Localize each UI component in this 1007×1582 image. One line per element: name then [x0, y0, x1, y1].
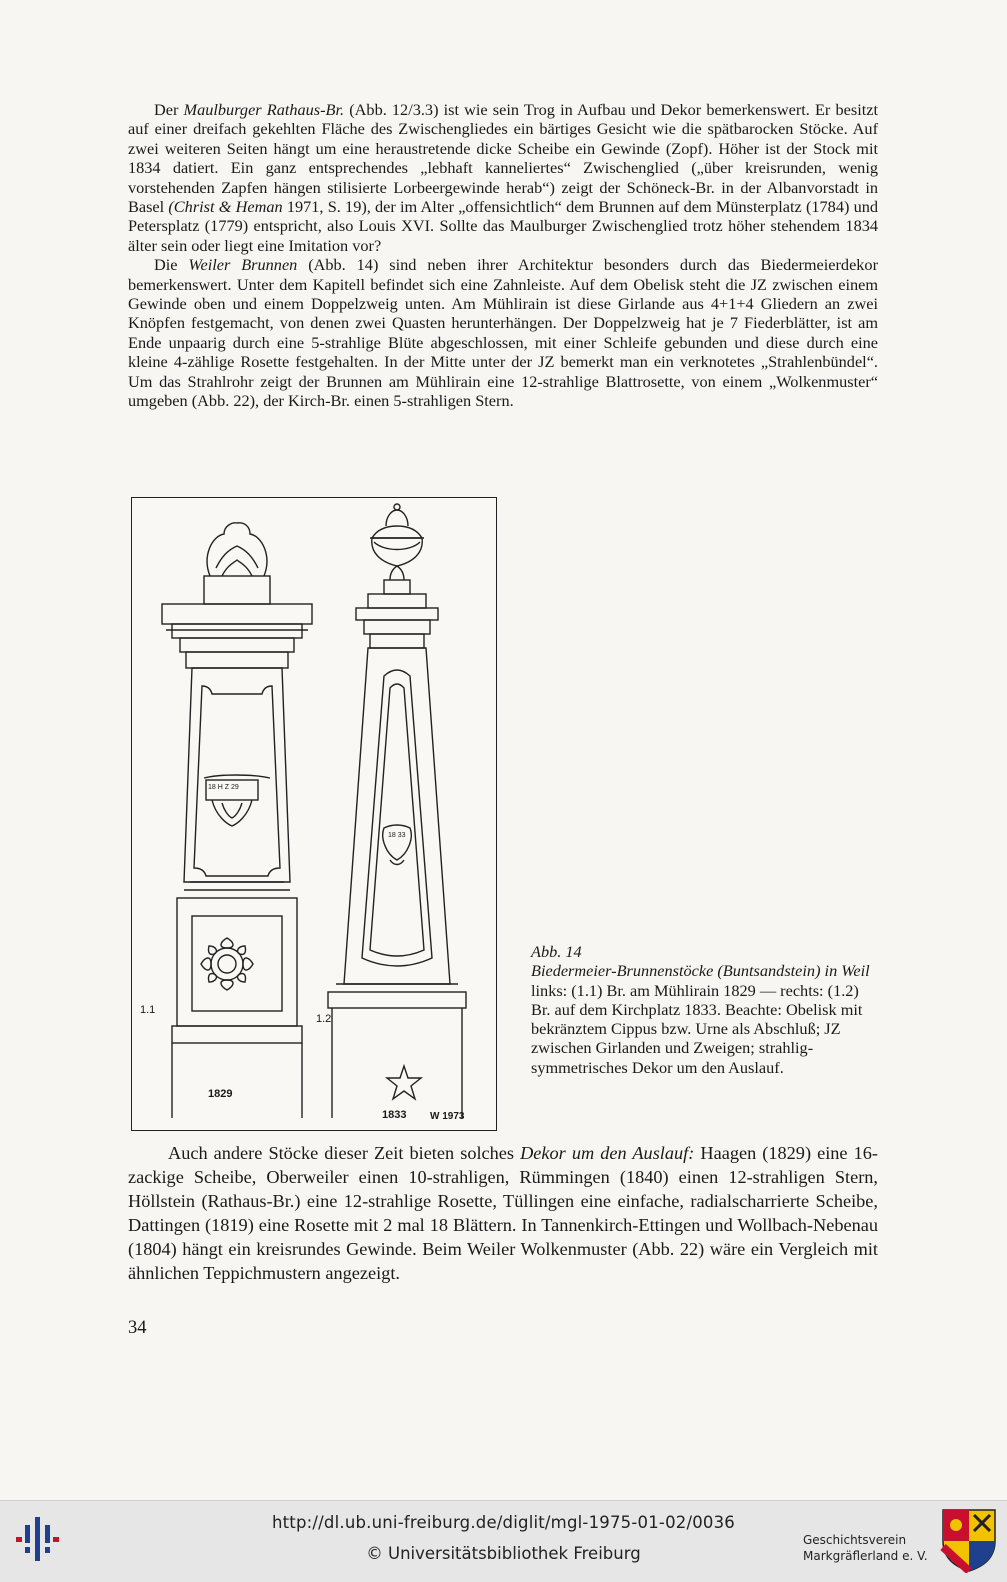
- figure-caption: [531, 942, 881, 1077]
- figure-year-right: 1833: [382, 1109, 407, 1121]
- italic-text: (Christ & Heman: [168, 197, 283, 217]
- paragraph: Der Maulburger Rathaus-Br. (Abb. 12/3.3) ist wie sein Trog in Aufbau und Dekor bemerkenswert. Er besitzt auf einer dreifach gekehlten Fläche des Zwischengliedes ein bärtiges Gesicht wie die spätbarocken Stöcke. Auf zwei weiteren Seiten hängt um eine heraustretende dicke Scheibe ein Gewinde (Zopf). Höher ist der Stock mit 1834 datiert. Ein ganz entsprechendes „lebhaft kanneliertes“ Zwischenglied („über kreisrunden, wenig vorstehenden Zapfen hängen stilisierte Lorbeergewinde herab“) zeigt der Schöneck-Br. in der Albanvorstadt in Basel (Christ & Heman 1971, S. 19), der im Alter „offensichtlich“ dem Brunnen auf dem Münsterplatz (1784) und Petersplatz (1779) entspricht, also Louis XVI. Sollte das Maulburger Zwischenglied trotz höher stehendem 1834 älter sein oder liegt eine Imitation vor?: [128, 100, 879, 255]
- footer-url[interactable]: http://dl.ub.uni-freiburg.de/diglit/mgl-1975-01-02/0036: [271, 1513, 736, 1532]
- fountain-drawing: [132, 498, 496, 1130]
- coat-of-arms-icon: [940, 1507, 998, 1573]
- paragraph: Auch andere Stöcke dieser Zeit bieten solches Dekor um den Auslauf: Haagen (1829) eine 16-zackige Scheibe, Oberweiler einen 10-strahligen, Rümmingen (1840) einen 12-strahligen Stern, Höllstein (Rathaus-Br.) eine 12-strahlige Rosette, Tüllingen eine einfache, radialscharrierte Scheibe, Dattingen (1819) eine Rosette mit 2 mal 18 Blättern. In Tannenkirch-Ettingen und Wollbach-Nebenau (1804) hängt ein kreisrundes Gewinde. Beim Weiler Wolkenmuster (Abb. 22) wäre ein Vergleich mit ähnlichen Teppichmustern angezeigt.: [128, 1143, 878, 1283]
- figure-signature: W 1973: [430, 1111, 465, 1122]
- page-number: 34: [128, 1318, 147, 1338]
- italic-text: Biedermeier-Brunnenstöcke (Buntsandstein) in Weil: [531, 961, 870, 981]
- caption-label: Abb. 14: [531, 942, 582, 961]
- figure-year-left: 1829: [208, 1088, 233, 1100]
- figure-label-left: 1.1: [140, 1004, 156, 1016]
- body-text-lower: [128, 1141, 878, 1285]
- org-line-1: Geschichtsverein: [803, 1533, 907, 1547]
- figure-abb-14: [131, 497, 497, 1131]
- italic-text: Weiler Brunnen: [188, 255, 298, 275]
- caption-text: Biedermeier-Brunnenstöcke (Buntsandstein) in Weil links: (1.1) Br. am Mühlirain 1829 — rechts: (1.2) Br. auf dem Kirchplatz 1833. Beachte: Obelisk mit bekränztem Cippus bzw. Urne als Abschluß; JZ zwischen Girlanden und Zweigen; strahlig-symmetrisches Dekor um den Auslauf.: [531, 961, 870, 1077]
- footer-copyright: © Universitätsbibliothek Freiburg: [366, 1544, 641, 1563]
- org-line-2: Markgräflerland e. V.: [803, 1549, 928, 1563]
- italic-text: Maulburger Rathaus-Br.: [183, 100, 345, 119]
- cartouche-text-right: 18 33: [388, 832, 406, 839]
- paragraph: Die Weiler Brunnen (Abb. 14) sind neben ihrer Architektur besonders durch das Biedermeierdekor bemerkenswert. Unter dem Kapitell befindet sich eine Zahnleiste. Auf dem Obelisk steht die JZ zwischen einem Gewinde oben und einem Doppelzweig unten. Am Mühlirain ist diese Girlande aus 4+1+4 Gliedern an zwei Knöpfen festgemacht, von denen zwei Quasten herunterhängen. Der Doppelzweig hat je 7 Fiederblätter, ist am Ende unpaarig durch eine 5-strahlige Blüte abgeschlossen, mit einer Schleife gebunden und diese durch eine kleine 4-zählige Rosette festgehalten. In der Mitte unter der JZ bemerkt man ein verknotetes „Strahlenbündel“. Um das Strahlrohr zeigt der Brunnen am Mühlirain eine 12-strahlige Blattrosette, von einem „Wolkenmuster“ umgeben (Abb. 22), der Kirch-Br. einen 5-strahligen Stern.: [128, 255, 878, 411]
- italic-text: Dekor um den Auslauf:: [520, 1143, 695, 1163]
- footer-organization: [803, 1532, 928, 1564]
- cartouche-text-left: 18 H Z 29: [208, 784, 239, 791]
- viewer-footer: [0, 1500, 1007, 1582]
- figure-label-right: 1.2: [316, 1013, 332, 1025]
- body-text-upper: [128, 100, 878, 411]
